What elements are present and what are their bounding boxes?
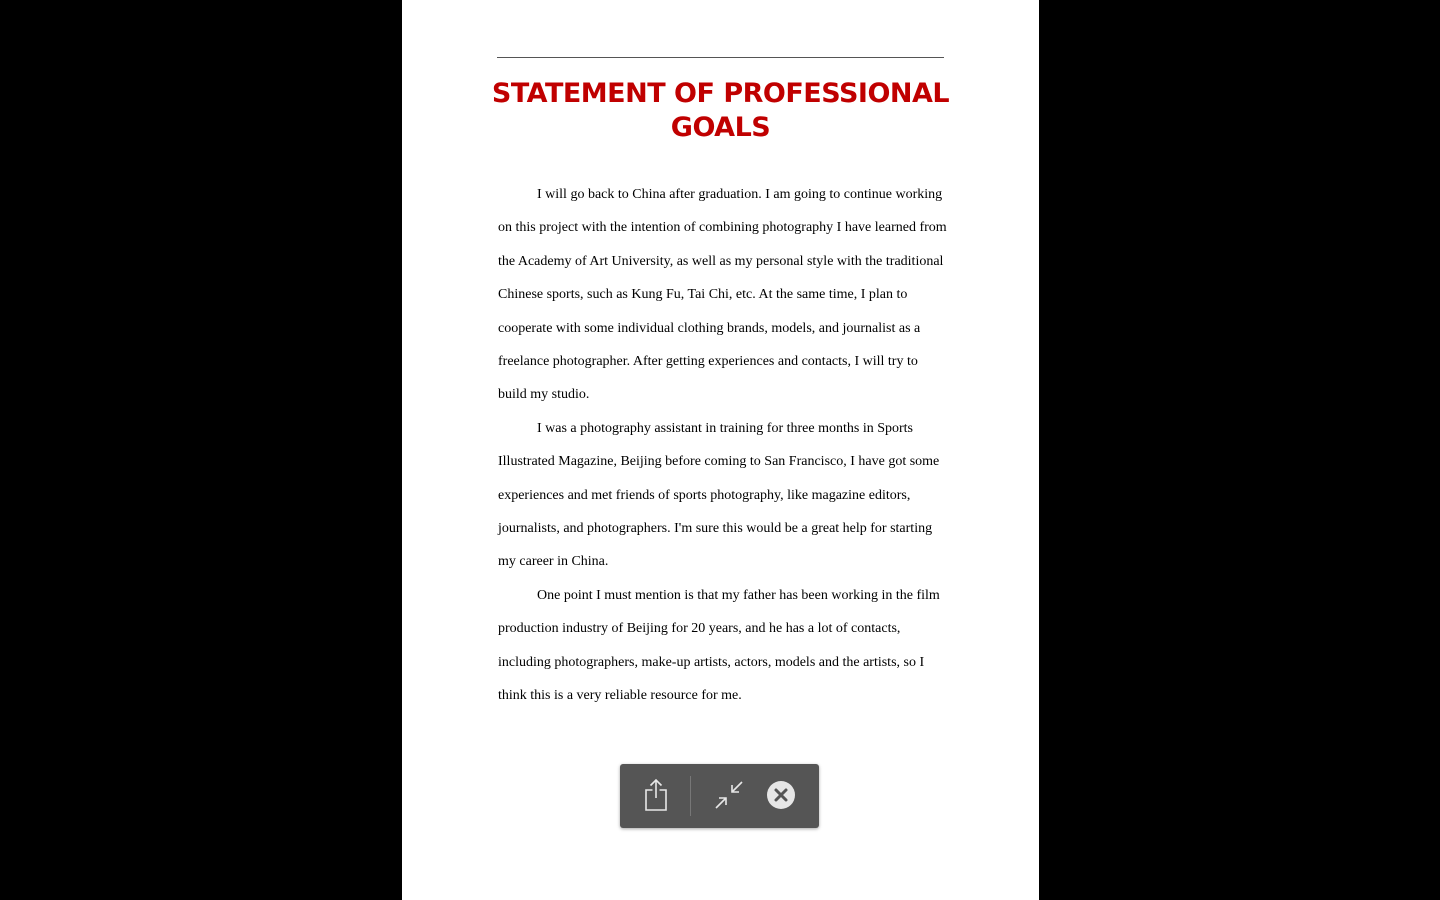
header-rule [497, 57, 944, 58]
exit-fullscreen-icon [713, 779, 745, 811]
document-title: STATEMENT OF PROFESSIONAL GOALS [491, 78, 950, 143]
paragraph-1: I will go back to China after graduation. I am going to continue working on this project with the intention of combining photography I have learned from the Academy of Art University, as well as my personal style with the traditional Chinese sports, such as Kung Fu, Tai Chi, etc. At the same time, I plan to cooperate with some individual clothing brands, models, and journalist as a freelance photographer. After getting experiences and contacts, I will try to build my studio. [498, 187, 947, 403]
close-button[interactable] [764, 764, 798, 828]
document-body [498, 178, 948, 713]
share-icon [644, 778, 668, 812]
share-button[interactable] [638, 764, 672, 828]
paragraph-2: I was a photography assistant in training for three months in Sports Illustrated Magazine, Beijing before coming to San Francisco, I have got some experiences and met friends of sports photography, like magazine editors, journalists, and photographers. I'm sure this would be a great help for starting my career in China. [498, 420, 940, 570]
viewer-toolbar [620, 764, 819, 828]
toolbar-divider [690, 776, 691, 816]
paragraph-3: One point I must mention is that my father has been working in the film production industry of Beijing for 20 years, and he has a lot of contacts, including photographers, make-up artists, actors, models and the artists, so I think this is a very reliable resource for me. [498, 587, 940, 704]
exit-fullscreen-button[interactable] [710, 764, 750, 828]
close-icon [766, 780, 796, 810]
